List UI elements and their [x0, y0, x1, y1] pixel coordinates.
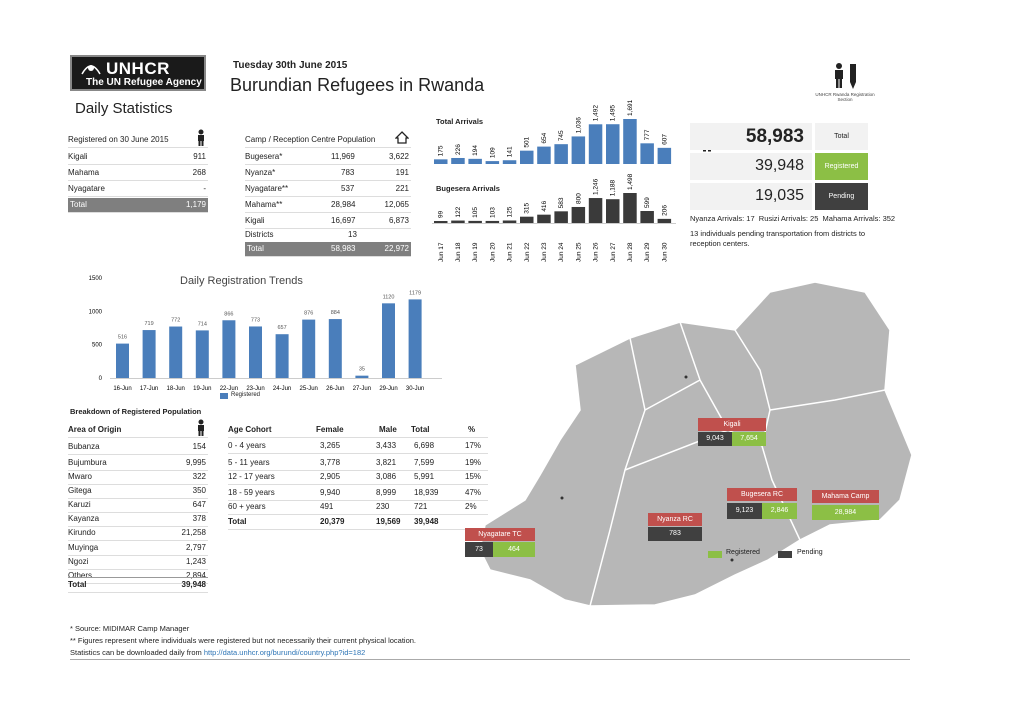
map-mahama-registered: 28,984 [812, 505, 879, 520]
registered-label: Registered [815, 153, 868, 180]
table-row [68, 440, 208, 455]
table-row: Nyanza* 783 191 [245, 166, 411, 181]
age-cell-female: 3,265 [320, 441, 341, 450]
bugesera-arrivals-bar [468, 221, 482, 223]
age-cell-male: 8,999 [376, 488, 397, 497]
total-summary-box [690, 123, 812, 150]
bugesera-arrivals-bar [589, 198, 603, 223]
total-arrivals-bar [623, 119, 637, 164]
legend-registered: Registered [231, 392, 261, 398]
age-cell-cohort: 12 - 17 years [228, 472, 275, 481]
table-row [68, 526, 208, 541]
origin-value: 2,894 [185, 571, 206, 580]
bugesera-arrivals-data-label: 125 [506, 206, 514, 218]
table-row [68, 555, 208, 570]
age-cell-total: 5,991 [414, 472, 435, 481]
registered-table-title: Registered on 30 June 2015 [68, 133, 208, 148]
registration-bar [143, 330, 156, 378]
age-cell-cohort: 5 - 11 years [228, 458, 270, 467]
origin-total-value: 39,948 [181, 580, 206, 589]
origin-label: Ngozi [68, 557, 89, 566]
total-arrivals-data-label: 1,492 [592, 105, 600, 122]
arrivals-tick-label: Jun 28 [626, 242, 634, 262]
table-row [228, 456, 488, 471]
origin-total-label: Total [68, 580, 87, 589]
registration-data-label: 719 [144, 321, 154, 328]
pending-summary-box [690, 183, 812, 210]
table-row [228, 486, 488, 501]
age-cell-male: 19,569 [376, 517, 401, 526]
table-total-row: Total 58,983 22,972 [245, 242, 411, 257]
origin-label: Bubanza [68, 442, 100, 451]
origin-label: Others [68, 571, 93, 580]
age-cell-female: 3,778 [320, 458, 341, 467]
pending-label: Pending [815, 183, 868, 210]
registration-bar [302, 320, 315, 378]
total-arrivals-data-label: 226 [454, 144, 462, 155]
x-tick-label: 27-Jun [352, 386, 372, 392]
unhcr-emblem-icon [80, 60, 102, 76]
registration-bar [222, 320, 235, 378]
registered-value: 39,948 [755, 157, 804, 174]
city-dot [731, 559, 734, 562]
origin-label: Gitega [68, 486, 92, 495]
bugesera-arrivals-bar [572, 207, 586, 223]
pending-note: 13 individuals pending transportation from districts to reception centers. [690, 229, 866, 248]
age-cell-pct: 47% [465, 488, 482, 497]
age-cell-cohort: Total [228, 517, 247, 526]
age-header: Age Cohort Female Male Total % [228, 423, 488, 438]
registration-data-label: 35 [358, 366, 365, 373]
age-cell-female: 9,940 [320, 488, 341, 497]
total-arrivals-bar [554, 144, 568, 164]
map-nyagatare-pending: 73 [465, 542, 493, 557]
age-cell-total: 7,599 [414, 458, 435, 467]
table-row [228, 439, 488, 454]
report-date: Tuesday 30th June 2015 [233, 60, 348, 71]
age-cell-total: 18,939 [414, 488, 439, 497]
page-title: Burundian Refugees in Rwanda [230, 75, 485, 95]
x-tick-label: 19-Jun [193, 386, 212, 392]
city-dot [685, 376, 688, 379]
registration-trends-title: Daily Registration Trends [180, 275, 303, 287]
arrivals-tick-label: Jun 21 [506, 242, 514, 262]
map-label-nyanza: Nyanza RC [648, 513, 702, 526]
table-total-row [68, 577, 208, 593]
legend-swatch-registered-map [708, 551, 722, 558]
download-text: Statistics can be downloaded daily from [70, 648, 202, 657]
total-arrivals-data-label: 654 [540, 132, 548, 144]
bugesera-arrivals-bar [606, 199, 620, 223]
y-tick-label: 0 [98, 376, 102, 382]
breakdown-title: Breakdown of Registered Population [70, 407, 202, 416]
bugesera-arrivals-data-label: 1,498 [626, 173, 634, 190]
registered-table [68, 133, 208, 215]
age-cell-male: 3,821 [376, 458, 397, 467]
total-arrivals-bar [658, 148, 672, 164]
origin-value: 647 [192, 500, 206, 509]
table-total-row [228, 515, 488, 530]
table-row [68, 498, 208, 513]
map-label-nyagatare: Nyagatare TC [465, 528, 535, 541]
total-arrivals-data-label: 607 [661, 133, 669, 145]
registration-data-label: 773 [250, 317, 261, 324]
age-cell-pct: 17% [465, 441, 482, 450]
table-row [68, 541, 208, 556]
bugesera-arrivals-bar [640, 211, 654, 223]
registration-bar [249, 326, 262, 378]
origin-value: 350 [192, 486, 206, 495]
footnote-figures: ** Figures represent where individuals were registered but not necessarily their current physical location. [70, 636, 417, 645]
registration-bar [169, 327, 182, 378]
total-arrivals-data-label: 1,691 [626, 99, 634, 116]
map-legend-registered: Registered [726, 549, 760, 556]
arrivals-tick-label: Jun 30 [661, 242, 669, 262]
table-row: Nyagatare** 537 221 [245, 182, 411, 197]
origin-label: Kirundo [68, 528, 96, 537]
age-cell-female: 2,905 [320, 472, 341, 481]
table-row: Bugesera* 11,969 3,622 [245, 150, 411, 165]
registration-data-label: 876 [304, 310, 314, 317]
origin-label: Muyinga [68, 543, 99, 552]
bugesera-arrivals-bar [486, 221, 500, 223]
origin-value: 9,995 [185, 458, 206, 467]
total-arrivals-data-label: 194 [472, 144, 480, 156]
x-tick-label: 29-Jun [379, 386, 398, 392]
table-row: Mahama 268 [68, 166, 208, 181]
registration-bar [355, 376, 368, 378]
map-nyagatare-registered: 464 [493, 542, 535, 557]
table-row [68, 470, 208, 485]
origin-value: 322 [192, 472, 206, 481]
total-arrivals-data-label: 1,495 [609, 104, 617, 122]
total-arrivals-bar [640, 143, 654, 164]
bugesera-arrivals-bar [451, 221, 465, 223]
person-icon [196, 419, 206, 436]
age-cell-male: 3,086 [376, 472, 397, 481]
origin-value: 2,797 [185, 543, 206, 552]
arrivals-tick-label: Jun 29 [644, 242, 652, 262]
table-row [68, 456, 208, 471]
total-arrivals-bar [486, 161, 500, 164]
origin-label: Karuzi [68, 500, 91, 509]
arrivals-tick-label: Jun 17 [437, 242, 445, 262]
bugesera-arrivals-data-label: 800 [575, 193, 583, 204]
footnote-source: * Source: MIDIMAR Camp Manager [70, 624, 190, 633]
bugesera-arrivals-bar [434, 221, 448, 223]
map-land [480, 282, 912, 606]
x-tick-label: 18-Jun [166, 386, 185, 392]
y-tick-label: 1000 [88, 309, 102, 316]
bugesera-arrivals-data-label: 122 [454, 206, 462, 218]
registration-data-label: 714 [197, 321, 207, 328]
total-arrivals-bar [606, 124, 620, 164]
bugesera-arrivals-bar [520, 217, 534, 223]
total-arrivals-bar [520, 151, 534, 164]
city-dot [561, 497, 564, 500]
origin-value: 1,243 [185, 557, 206, 566]
bugesera-arrivals-bar [503, 220, 517, 223]
registration-bar [329, 319, 342, 378]
bugesera-arrivals-data-label: 315 [523, 202, 531, 214]
origin-label: Kayanza [68, 514, 100, 523]
origin-label: Mwaro [68, 472, 93, 481]
bugesera-arrivals-data-label: 416 [540, 200, 548, 212]
map-nyanza-pending: 783 [648, 527, 702, 541]
legend-swatch-registered [220, 393, 228, 399]
legend-swatch-pending-map [778, 551, 792, 558]
table-row [228, 470, 488, 485]
x-tick-label: 22-Jun [219, 386, 239, 392]
arrivals-note: Nyanza Arrivals: 17 Rusizi Arrivals: 25 Mahama Arrivals: 352 [690, 214, 896, 223]
bugesera-arrivals-title: Bugesera Arrivals [436, 184, 500, 193]
registration-bar [276, 334, 289, 378]
total-arrivals-title: Total Arrivals [436, 117, 484, 126]
age-cell-total: 721 [414, 502, 428, 511]
registration-data-label: 866 [224, 311, 234, 318]
total-arrivals-bar [589, 124, 603, 164]
origin-value: 154 [192, 442, 206, 451]
table-row [228, 500, 488, 515]
age-cell-cohort: 18 - 59 years [228, 488, 275, 497]
total-arrivals-bar [572, 136, 586, 164]
map-kigali-registered: 7,654 [732, 432, 766, 446]
age-cohort-table [228, 423, 488, 533]
arrivals-tick-label: Jun 24 [558, 242, 566, 262]
table-row [68, 484, 208, 499]
x-tick-label: 24-Jun [272, 386, 292, 392]
bugesera-arrivals-data-label: 105 [472, 207, 480, 218]
registration-data-label: 1120 [382, 294, 395, 301]
logo-text: UNHCR [106, 59, 170, 78]
x-tick-label: 17-Jun [139, 386, 159, 392]
map-kigali-pending: 9,043 [698, 432, 732, 446]
map-label-bugesera: Bugesera RC [727, 488, 797, 501]
total-arrivals-bar [468, 159, 482, 164]
age-cell-male: 3,433 [376, 441, 397, 450]
age-cell-male: 230 [376, 502, 390, 511]
arrivals-tick-label: Jun 22 [523, 242, 531, 262]
pending-value: 19,035 [755, 187, 804, 204]
map-legend-pending: Pending [797, 549, 823, 556]
table-row: Mahama** 28,984 12,065 [245, 198, 411, 213]
x-tick-label: 23-Jun [246, 386, 265, 392]
table-row: Kigali 911 [68, 150, 208, 165]
camp-population-table [245, 133, 411, 258]
table-row: Districts 13 [245, 228, 411, 243]
registration-data-label: 772 [171, 317, 181, 324]
bugesera-arrivals-data-label: 103 [489, 207, 497, 218]
house-icon [395, 131, 409, 144]
bugesera-arrivals-bar [554, 211, 568, 223]
origin-label: Bujumbura [68, 458, 107, 467]
map-bugesera-registered: 2,846 [762, 503, 797, 519]
bugesera-arrivals-data-label: 206 [661, 205, 669, 216]
bugesera-arrivals-data-label: 599 [644, 197, 652, 209]
age-cell-pct: 2% [465, 502, 477, 511]
registration-data-label: 1179 [409, 290, 422, 297]
table-row [68, 512, 208, 527]
origin-header: Area of Origin [68, 423, 208, 438]
age-cell-cohort: 0 - 4 years [228, 441, 266, 450]
arrivals-tick-label: Jun 23 [540, 242, 548, 262]
age-cell-cohort: 60 + years [228, 502, 266, 511]
x-tick-label: 30-Jun [405, 386, 425, 392]
arrivals-tick-label: Jun 25 [575, 242, 583, 262]
bugesera-arrivals-data-label: 1,246 [592, 178, 600, 196]
bugesera-arrivals-data-label: 583 [558, 197, 566, 209]
registration-bar [196, 330, 209, 378]
footer-divider [70, 659, 910, 660]
total-arrivals-data-label: 777 [644, 129, 652, 141]
bugesera-arrivals-data-label: 99 [437, 210, 445, 219]
registered-summary-box [690, 153, 812, 180]
x-tick-label: 25-Jun [299, 386, 318, 392]
table-total-row: Total 1,179 [68, 198, 208, 213]
bugesera-arrivals-bar [623, 193, 637, 223]
total-arrivals-data-label: 175 [437, 145, 445, 157]
map-label-kigali: Kigali [698, 418, 766, 431]
map-bugesera-pending: 9,123 [727, 503, 762, 519]
age-cell-total: 6,698 [414, 441, 435, 450]
registration-bar [409, 299, 422, 378]
age-cell-pct: 19% [465, 458, 482, 467]
total-label: Total [815, 123, 868, 150]
total-arrivals-data-label: 501 [523, 136, 531, 148]
page-subtitle: Daily Statistics [75, 100, 173, 117]
registration-data-label: 884 [330, 310, 340, 317]
total-arrivals-data-label: 1,036 [575, 117, 583, 134]
registration-bar [116, 344, 129, 378]
x-tick-label: 16-Jun [113, 386, 132, 392]
total-value: 58,983 [745, 126, 804, 147]
registration-icon [832, 62, 862, 90]
bugesera-arrivals-bar [658, 219, 672, 223]
total-arrivals-data-label: 109 [489, 147, 497, 159]
unhcr-logo [70, 55, 206, 91]
arrivals-charts [432, 90, 682, 265]
footnote-download [70, 648, 365, 657]
table-row: Kigali 16,697 6,873 [245, 214, 411, 229]
y-tick-label: 1500 [88, 276, 102, 282]
logo-tagline: The UN Refugee Agency [86, 77, 202, 88]
arrivals-tick-label: Jun 20 [489, 242, 497, 262]
person-icon [196, 129, 206, 146]
registration-data-label: 516 [117, 334, 128, 341]
bugesera-arrivals-data-label: 1,188 [609, 179, 617, 197]
total-arrivals-bar [451, 158, 465, 164]
x-tick-label: 26-Jun [326, 386, 345, 392]
bugesera-arrivals-bar [537, 215, 551, 223]
table-row: Nyagatare - [68, 182, 208, 197]
age-cell-female: 491 [320, 502, 334, 511]
arrivals-tick-label: Jun 26 [592, 242, 600, 262]
age-cell-total: 39,948 [414, 517, 439, 526]
download-link[interactable]: http://data.unhcr.org/burundi/country.php?id=182 [203, 648, 366, 657]
registration-trends-chart [80, 270, 450, 405]
y-tick-label: 500 [91, 342, 102, 349]
origin-value: 21,258 [181, 528, 206, 537]
total-arrivals-data-label: 745 [558, 130, 566, 142]
registration-section-label: UNHCR Rwanda Registration Section [815, 92, 875, 102]
rwanda-map [470, 270, 920, 610]
registration-data-label: 657 [277, 325, 287, 332]
total-arrivals-data-label: 141 [506, 146, 514, 158]
age-cell-female: 20,379 [320, 517, 345, 526]
arrivals-tick-label: Jun 27 [609, 242, 617, 262]
total-arrivals-bar [434, 159, 448, 164]
arrivals-tick-label: Jun 18 [454, 242, 462, 262]
origin-value: 378 [192, 514, 206, 523]
age-cell-pct: 15% [465, 472, 482, 481]
origin-table [68, 423, 208, 593]
total-arrivals-bar [503, 160, 517, 164]
total-arrivals-bar [537, 147, 551, 164]
registration-bar [382, 303, 395, 378]
arrivals-tick-label: Jun 19 [472, 242, 480, 262]
map-label-mahama: Mahama Camp [812, 490, 879, 503]
camp-table-title: Camp / Reception Centre Population [245, 133, 411, 148]
